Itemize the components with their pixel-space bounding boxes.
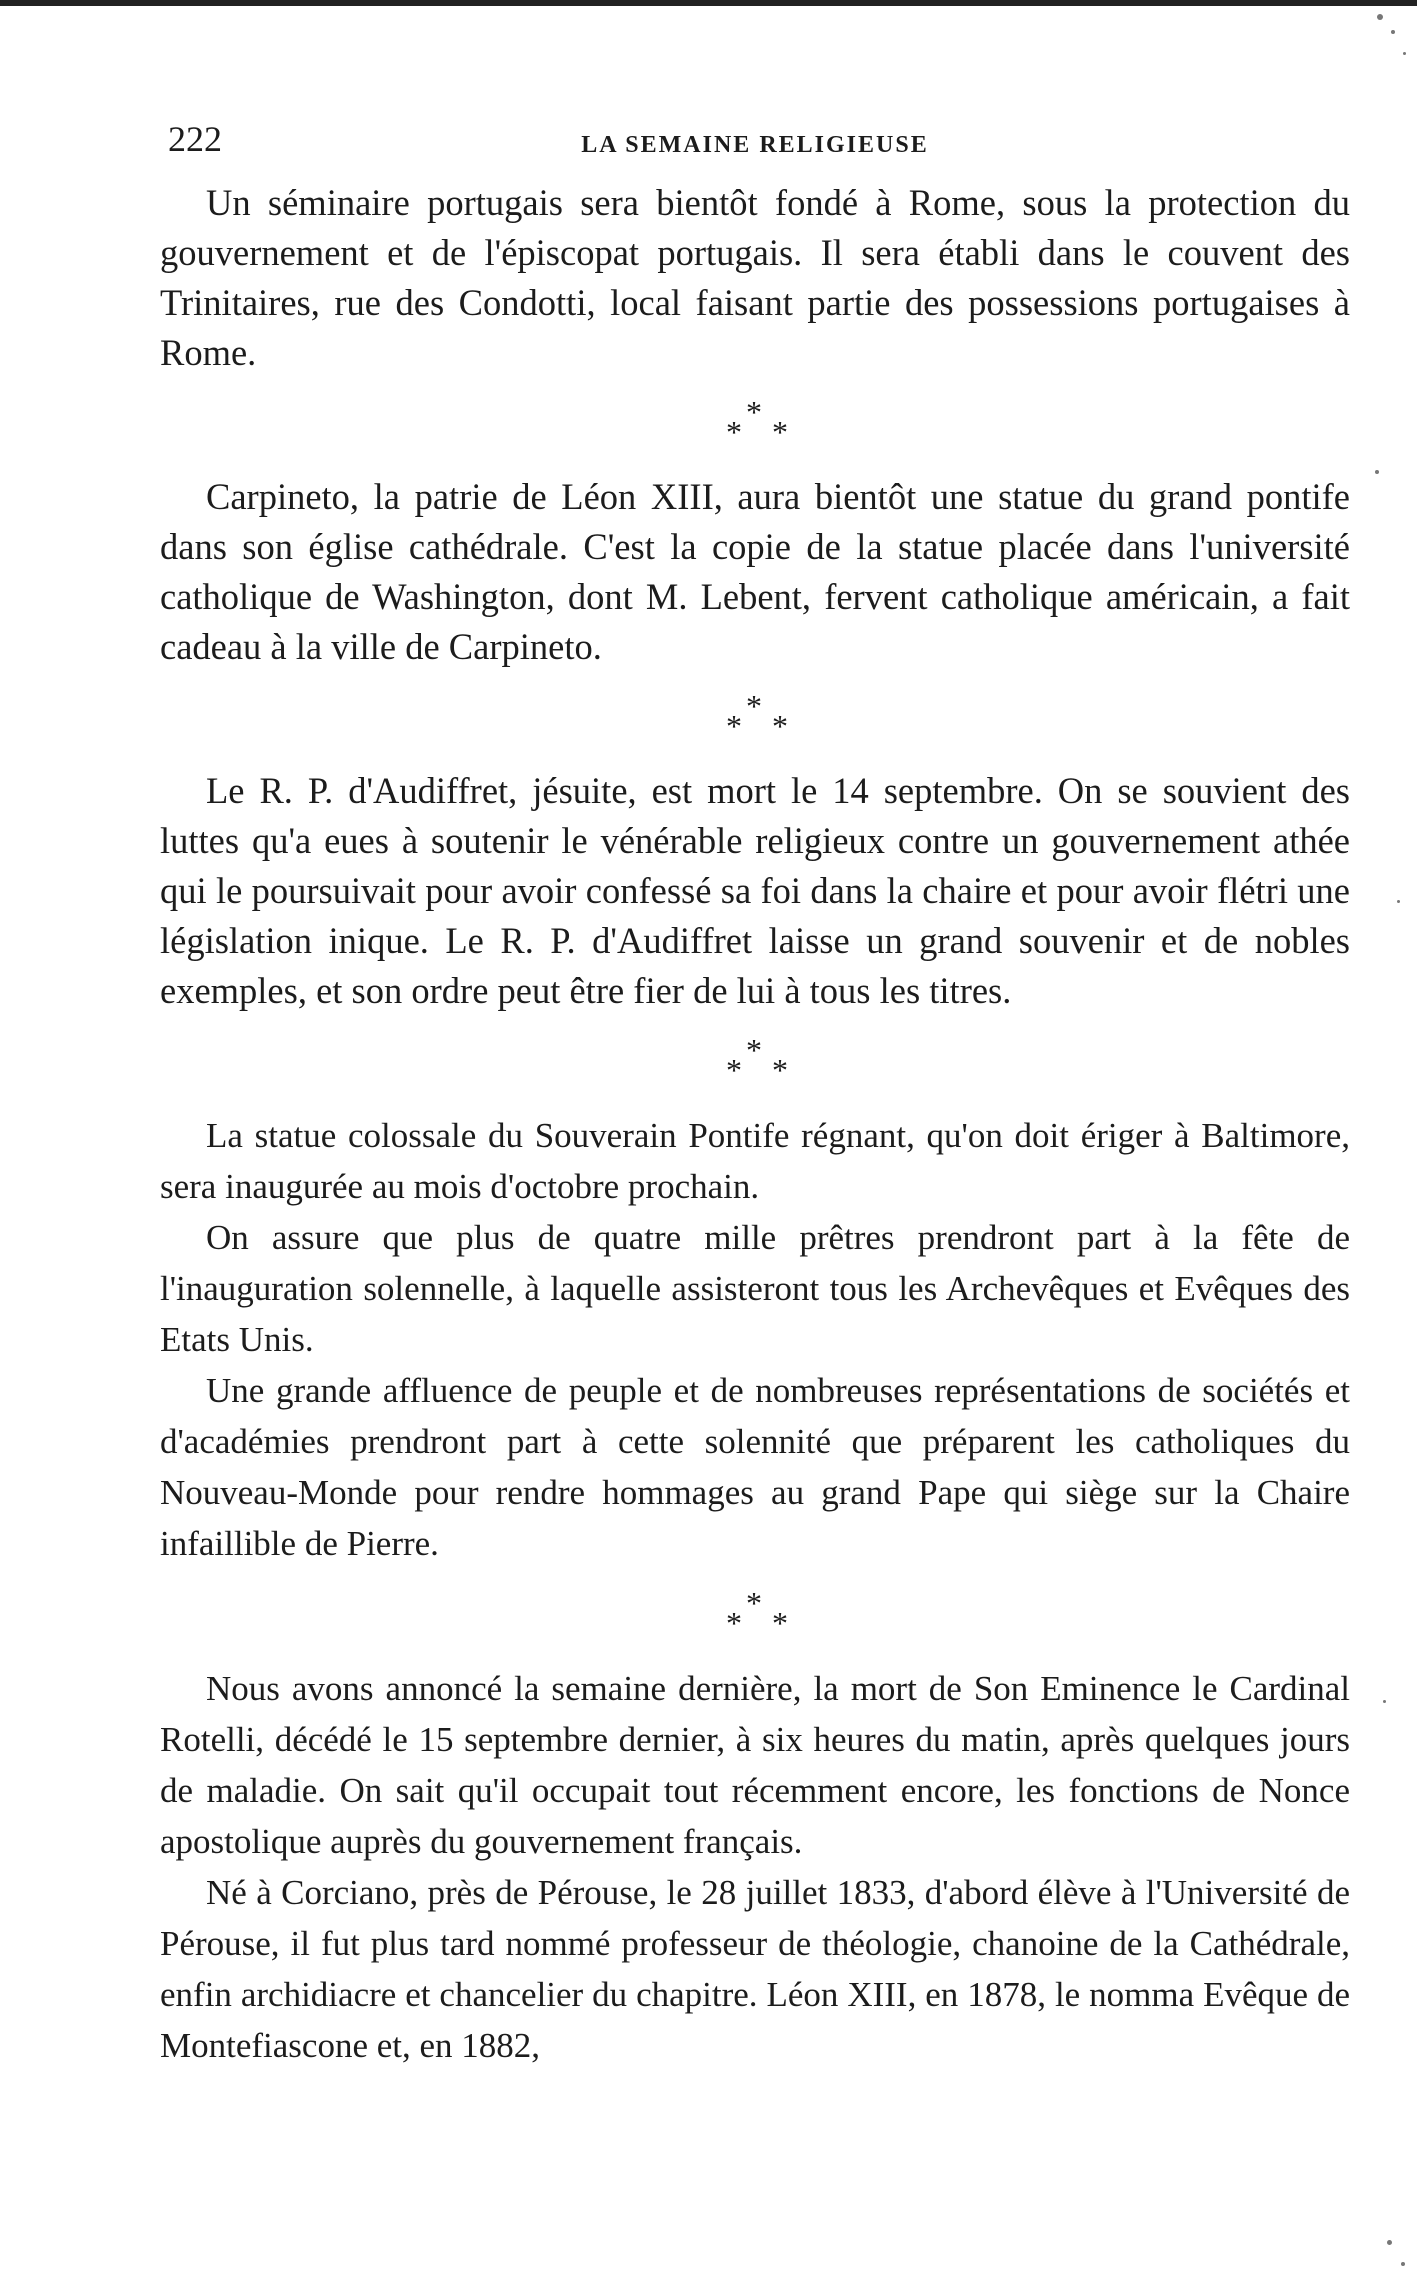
- asterisk: *: [726, 414, 742, 450]
- asterisk: *: [772, 708, 788, 744]
- news-item-seminaire: [160, 178, 1350, 378]
- scan-speck: [1391, 30, 1395, 34]
- scan-speck: [1397, 900, 1400, 903]
- scan-speck: [1377, 14, 1383, 20]
- asterisk: *: [746, 394, 762, 430]
- asterisk: *: [772, 1605, 788, 1641]
- paragraph: La statue colossale du Souverain Pontife régnant, qu'on doit ériger à Baltimore, sera inaugurée au mois d'octobre prochain.: [160, 1116, 1350, 1206]
- asterisk: *: [726, 708, 742, 744]
- paragraph: Né à Corciano, près de Pérouse, le 28 juillet 1833, d'abord élève à l'Université de Pérouse, il fut plus tard nommé professeur de théologie, chanoine de la Cathédrale, enfin archidiacre et chancelier du chapitre. Léon XIII, en 1878, le nomma Evêque de Montefiascone et, en 1882,: [160, 1873, 1350, 2065]
- asterism-separator: [160, 1569, 1350, 1663]
- document-page: [160, 118, 1350, 2071]
- paragraph: Nous avons annoncé la semaine dernière, la mort de Son Eminence le Cardinal Rotelli, décédé le 15 septembre dernier, à six heures du matin, après quelques jours de maladie. On sait qu'il occupait tout récemment encore, les fonctions de Nonce apostolique auprès du gouvernement français.: [160, 1669, 1350, 1861]
- paragraph: Le R. P. d'Audiffret, jésuite, est mort le 14 septembre. On se souvient des luttes qu'a eues à soutenir le vénérable religieux contre un gouvernement athée qui le poursuivait pour avoir confessé sa foi dans la chaire et pour avoir flétri une législation inique. Le R. P. d'Audiffret laisse un grand souvenir et de nobles exemples, et son ordre peut être fier de lui à tous les titres.: [160, 770, 1350, 1011]
- news-item-carpineto: [160, 472, 1350, 672]
- asterism-separator: [160, 378, 1350, 472]
- news-item-audiffret: [160, 766, 1350, 1016]
- asterisk: *: [746, 688, 762, 724]
- asterisk: *: [746, 1585, 762, 1621]
- scan-speck: [1383, 1700, 1386, 1703]
- scan-speck: [1403, 52, 1406, 55]
- scan-speck: [1401, 2262, 1405, 2266]
- page-header: [160, 118, 1350, 178]
- asterism-separator: [160, 1016, 1350, 1110]
- asterisk: *: [726, 1052, 742, 1088]
- asterisk: *: [726, 1605, 742, 1641]
- page-top-edge: [0, 0, 1417, 6]
- asterism-separator: [160, 672, 1350, 766]
- scan-speck: [1387, 2240, 1392, 2245]
- asterisk: *: [772, 1052, 788, 1088]
- page-number: 222: [168, 119, 222, 159]
- scan-speck: [1375, 470, 1379, 474]
- paragraph: Carpineto, la patrie de Léon XIII, aura bientôt une statue du grand pontife dans son église cathédrale. C'est la copie de la statue placée dans l'université catholique de Washington, dont M. Lebent, fervent catholique américain, a fait cadeau à la ville de Carpineto.: [160, 476, 1350, 667]
- asterisk: *: [772, 414, 788, 450]
- news-item-rotelli: [160, 1663, 1350, 2071]
- running-title: LA SEMAINE RELIGIEUSE: [581, 132, 929, 158]
- scan-edge-specks: [1357, 0, 1417, 2288]
- paragraph: On assure que plus de quatre mille prêtres prendront part à la fête de l'inauguration solennelle, à laquelle assisteront tous les Archevêques et Evêques des Etats Unis.: [160, 1218, 1350, 1359]
- asterisk: *: [746, 1032, 762, 1068]
- news-item-baltimore: [160, 1110, 1350, 1569]
- paragraph: Une grande affluence de peuple et de nombreuses représentations de sociétés et d'académies prendront part à cette solennité que préparent les catholiques du Nouveau-Monde pour rendre hommages au grand Pape qui siège sur la Chaire infaillible de Pierre.: [160, 1371, 1350, 1563]
- paragraph: Un séminaire portugais sera bientôt fondé à Rome, sous la protection du gouvernement et de l'épiscopat portugais. Il sera établi dans le couvent des Trinitaires, rue des Condotti, local faisant partie des possessions portugaises à Rome.: [160, 182, 1350, 373]
